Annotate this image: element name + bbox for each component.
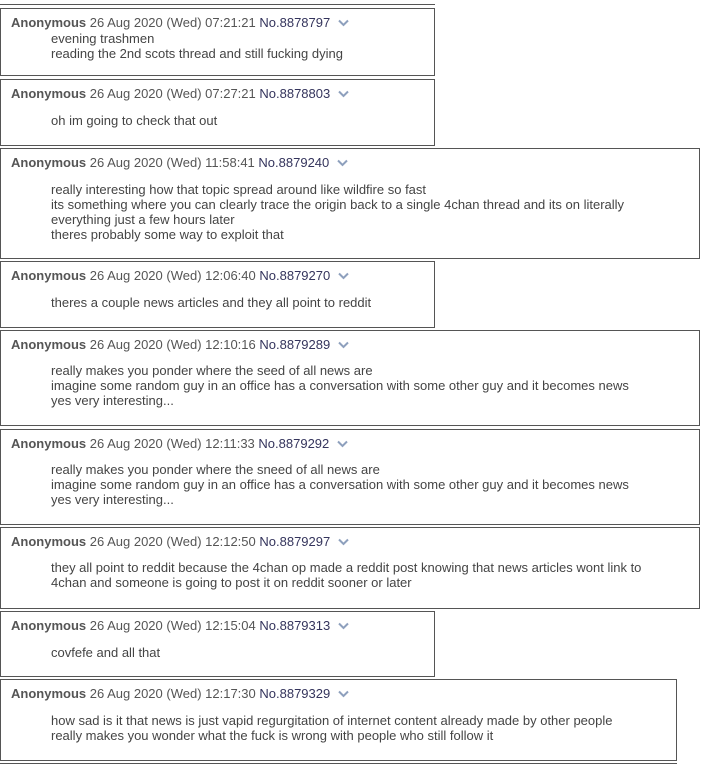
post-menu-arrow-icon[interactable] <box>338 690 349 698</box>
post-date: 26 Aug 2020 (Wed) 12:15:04 <box>89 618 256 633</box>
poster-name: Anonymous <box>11 86 87 101</box>
post-number-link[interactable]: No.8879313 <box>259 618 331 633</box>
post-number-link[interactable]: No.8879240 <box>258 155 330 170</box>
post-menu-arrow-icon[interactable] <box>338 19 349 27</box>
post-number-link[interactable]: No.8878797 <box>259 15 331 30</box>
post-date: 26 Aug 2020 (Wed) 11:58:41 <box>89 155 255 170</box>
post-date: 26 Aug 2020 (Wed) 07:21:21 <box>89 15 256 30</box>
post-body-line: oh im going to check that out <box>51 113 218 128</box>
post-menu-arrow-icon[interactable] <box>338 272 349 280</box>
post-menu-arrow-icon[interactable] <box>337 440 348 448</box>
post-body-line: reading the 2nd scots thread and still fucking dying <box>51 46 343 61</box>
post-header <box>11 534 349 549</box>
post-body <box>51 645 160 660</box>
post-body-line: imagine some random guy in an office has a conversation with some other guy and it becomes news <box>51 378 629 393</box>
post-header <box>11 686 349 701</box>
post-body <box>51 462 629 507</box>
post-body-line: really makes you wonder what the fuck is wrong with people who still follow it <box>51 728 494 743</box>
post-number-link[interactable]: No.8879329 <box>259 686 331 701</box>
post-header <box>11 155 348 170</box>
post-body-line: its something where you can clearly trace the origin back to a single 4chan thread and its on literally everything just a few hours later <box>51 197 625 227</box>
post-body-line: how sad is it that news is just vapid regurgitation of internet content already made by other people <box>51 713 613 728</box>
post-header <box>11 618 349 633</box>
post-body <box>51 363 629 408</box>
post-menu-arrow-icon[interactable] <box>338 622 349 630</box>
post-header <box>11 337 349 352</box>
post-number-link[interactable]: No.8878803 <box>259 86 331 101</box>
post-header <box>11 436 348 451</box>
post-body <box>51 713 613 743</box>
post-date: 26 Aug 2020 (Wed) 12:12:50 <box>89 534 256 549</box>
post-number-link[interactable]: No.8879297 <box>259 534 331 549</box>
poster-name: Anonymous <box>11 15 87 30</box>
post-date: 26 Aug 2020 (Wed) 12:10:16 <box>89 337 256 352</box>
post-menu-arrow-icon[interactable] <box>338 90 349 98</box>
post-body-line: really interesting how that topic spread around like wildfire so fast <box>51 182 427 197</box>
post-date: 26 Aug 2020 (Wed) 12:11:33 <box>89 436 255 451</box>
post <box>0 527 700 609</box>
post-number-link[interactable]: No.8879292 <box>258 436 330 451</box>
post <box>0 611 435 677</box>
post <box>0 8 435 76</box>
post-body <box>51 31 343 61</box>
post-date: 26 Aug 2020 (Wed) 07:27:21 <box>89 86 256 101</box>
poster-name: Anonymous <box>11 436 87 451</box>
post-body <box>51 560 651 590</box>
post <box>0 429 700 525</box>
post-body <box>51 182 651 242</box>
post-date: 26 Aug 2020 (Wed) 12:17:30 <box>89 686 256 701</box>
post-body-line: theres probably some way to exploit that <box>51 227 284 242</box>
post-date: 26 Aug 2020 (Wed) 12:06:40 <box>89 268 256 283</box>
post-body-line: evening trashmen <box>51 31 155 46</box>
post-menu-arrow-icon[interactable] <box>338 538 349 546</box>
post <box>0 679 677 761</box>
post-body-line: they all point to reddit because the 4chan op made a reddit post knowing that news articles wont link to 4chan and someone is going to post it on reddit sooner or later <box>51 560 642 590</box>
post-body-line: imagine some random guy in an office has a conversation with some other guy and it becomes news <box>51 477 629 492</box>
post <box>0 330 700 426</box>
post-header <box>11 86 349 101</box>
poster-name: Anonymous <box>11 268 87 283</box>
previous-post-edge <box>0 4 435 5</box>
post <box>0 148 700 259</box>
post-body-line: really makes you ponder where the seed of all news are <box>51 363 373 378</box>
post-header <box>11 15 349 30</box>
poster-name: Anonymous <box>11 534 87 549</box>
post-header <box>11 268 349 283</box>
post-menu-arrow-icon[interactable] <box>338 341 349 349</box>
post <box>0 79 435 146</box>
post-body-line: theres a couple news articles and they all point to reddit <box>51 295 372 310</box>
poster-name: Anonymous <box>11 618 87 633</box>
post-body <box>51 113 217 128</box>
poster-name: Anonymous <box>11 337 87 352</box>
post-body-line: really makes you ponder where the sneed of all news are <box>51 462 380 477</box>
post <box>0 261 435 328</box>
post-body-line: yes very interesting... <box>51 492 174 507</box>
post-body-line: covfefe and all that <box>51 645 161 660</box>
poster-name: Anonymous <box>11 686 87 701</box>
post-menu-arrow-icon[interactable] <box>337 159 348 167</box>
poster-name: Anonymous <box>11 155 87 170</box>
post-body <box>51 295 371 310</box>
post-number-link[interactable]: No.8879270 <box>259 268 331 283</box>
post-number-link[interactable]: No.8879289 <box>259 337 331 352</box>
post-body-line: yes very interesting... <box>51 393 174 408</box>
